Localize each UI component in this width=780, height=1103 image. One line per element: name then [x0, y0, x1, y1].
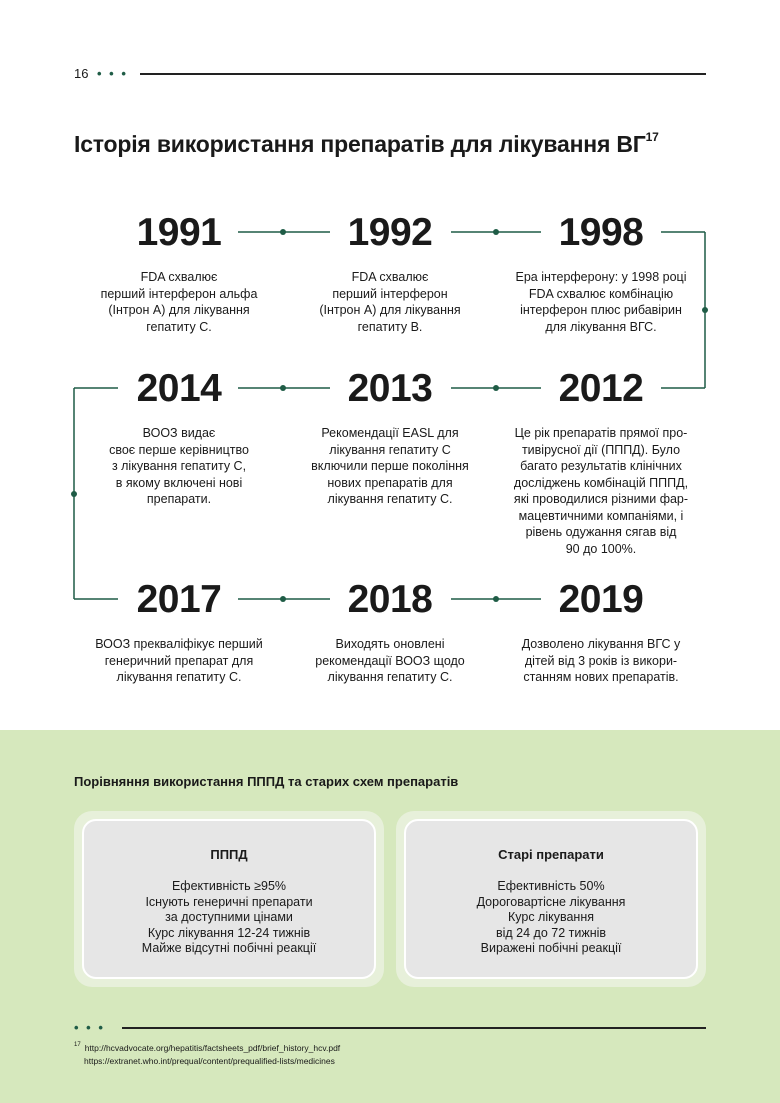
timeline-item: [501, 367, 701, 557]
timeline-item: [290, 211, 490, 335]
footnote-number: 17: [74, 1042, 81, 1048]
card-line: від 24 до 72 тижнів: [495, 925, 607, 940]
timeline-year: 2017: [136, 578, 222, 621]
timeline-desc: ВООЗ преквалiфікує перший генеричний препарат для лікування гепатиту С.: [95, 637, 263, 684]
timeline-year: 1991: [136, 211, 222, 254]
timeline-desc: ВООЗ видає своє перше керівництво з лікування гепатиту С, в якому включені нові препарати.: [109, 426, 249, 506]
footnote: [74, 1040, 340, 1068]
daa-card-lines: [84, 879, 374, 957]
timeline-desc: FDA схвалює перший інтерферон альфа (Інтрон А) для лікування гепатиту С.: [100, 270, 258, 334]
timeline-desc: Рекомендації EASL для лікування гепатиту С включили перше покоління нових препаратів для лікування гепатиту С.: [311, 426, 469, 506]
timeline-year: 2013: [347, 367, 433, 410]
footnote-link-2[interactable]: https://extranet.who.int/prequal/content/prequalified-lists/medicines: [84, 1055, 335, 1066]
footnote-link-1[interactable]: http://hcvadvocate.org/hepatitis/factsheets_pdf/brief_history_hcv.pdf: [84, 1042, 341, 1053]
daa-card-heading: ПППД: [210, 847, 248, 862]
timeline-item: [79, 578, 279, 686]
timeline-desc: Дозволено лікування ВГС у дітей від 3 років із викори- станням нових препаратів.: [521, 637, 681, 684]
timeline-item: [79, 367, 279, 508]
timeline-year: 2018: [347, 578, 433, 621]
timeline-desc: Виходять оновлені рекомендації ВООЗ щодо лікування гепатиту С.: [315, 637, 465, 684]
old-drugs-card-lines: [406, 879, 696, 957]
old-drugs-card: [396, 811, 706, 987]
card-line: Дороговартісне лікування: [476, 894, 626, 909]
timeline-desc: FDA схвалює перший інтерферон (Інтрон А) для лікування гепатиту В.: [319, 270, 461, 334]
timeline-item: [79, 211, 279, 335]
card-line: Ефективність 50%: [497, 879, 605, 893]
comparison-title: Порівняння використання ПППД та старих схем препаратів: [74, 774, 459, 789]
old-drugs-card-body: [404, 819, 698, 979]
daa-card: [74, 811, 384, 987]
timeline-item: [290, 367, 490, 508]
page-number: 16: [74, 66, 89, 81]
page-title-text: Історія використання препаратів для лікування ВГ: [74, 131, 646, 157]
timeline-desc: Це рік препаратів прямої про- тивірусної дії (ПППД). Було багато результатів клінічних досліджень комбінацій ПППД, які проводилися різними фар- мацевтичними компаніями, і рівень одужання сягав від 90 до 100%.: [513, 426, 689, 556]
timeline-year: 1992: [347, 211, 433, 254]
card-line: Ефективність ≥95%: [171, 879, 287, 893]
card-line: Майже відсутні побічні реакції: [141, 941, 317, 955]
old-drugs-card-heading: Старі препарати: [498, 847, 604, 862]
timeline-desc: Ера інтерферону: у 1998 році FDA схвалює комбінацію інтерферон плюс рибавірин для лікування ВГС.: [515, 270, 687, 334]
timeline-year: 2019: [558, 578, 644, 621]
timeline-year: 1998: [558, 211, 644, 254]
daa-card-body: [82, 819, 376, 979]
title-footnote-ref: 17: [645, 130, 659, 145]
card-line: Існують генеричні препарати: [145, 894, 313, 909]
timeline-item: [501, 211, 701, 335]
timeline-year: 2014: [136, 367, 222, 410]
card-line: Курс лікування 12-24 тижнів: [147, 925, 311, 940]
footer-rule: [122, 1027, 706, 1029]
timeline-year: 2012: [558, 367, 644, 410]
card-line: Виражені побічні реакції: [480, 941, 622, 955]
card-line: Курс лікування: [507, 910, 595, 924]
timeline-item: [501, 578, 701, 686]
timeline-item: [290, 578, 490, 686]
header-dots: • • •: [97, 66, 128, 81]
footer-dots: • • •: [74, 1020, 105, 1035]
card-line: за доступними цінами: [165, 910, 293, 924]
